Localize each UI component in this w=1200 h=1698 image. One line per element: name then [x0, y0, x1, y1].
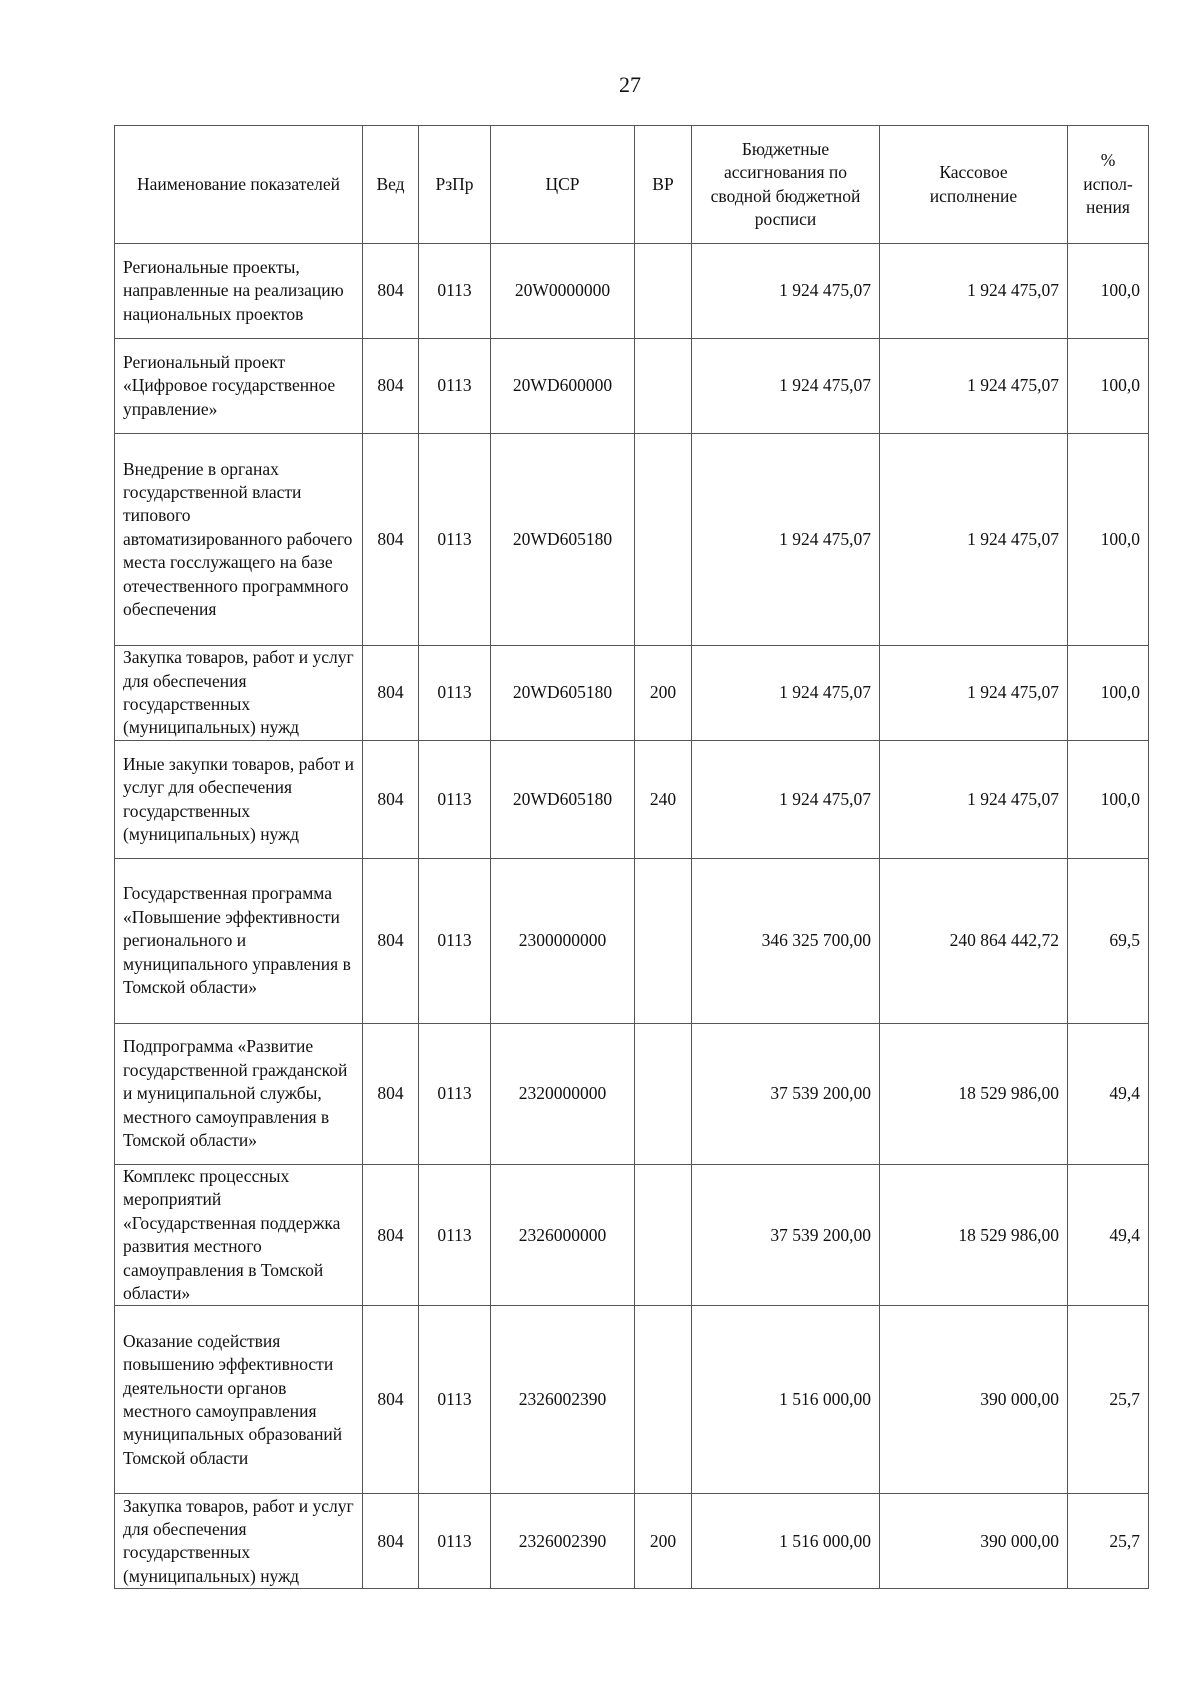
- row-rzpr: 0113: [419, 1306, 491, 1494]
- row-vr: [635, 339, 692, 434]
- row-name: Иные закупки товаров, работ и услуг для обеспечения государственных (муниципальных) нужд: [115, 741, 363, 859]
- row-budget: 1 516 000,00: [692, 1306, 880, 1494]
- row-rzpr: 0113: [419, 244, 491, 339]
- header-cash: Кассовое исполнение: [880, 126, 1068, 244]
- budget-execution-table: [114, 125, 1149, 1589]
- row-rzpr: 0113: [419, 339, 491, 434]
- row-cash: 390 000,00: [880, 1306, 1068, 1494]
- row-percent: 100,0: [1068, 339, 1149, 434]
- row-budget: 37 539 200,00: [692, 1165, 880, 1306]
- header-vr: ВР: [635, 126, 692, 244]
- row-ved: 804: [363, 646, 419, 741]
- row-percent: 69,5: [1068, 859, 1149, 1024]
- row-name: Внедрение в органах государственной власти типового автоматизированного рабочего места госслужащего на базе отечественного программного обеспечения: [115, 434, 363, 646]
- row-percent: 100,0: [1068, 741, 1149, 859]
- row-csr: 20WD605180: [491, 741, 635, 859]
- header-budget: Бюджетные ассигнования по сводной бюджетной росписи: [692, 126, 880, 244]
- table-row: [115, 1024, 1149, 1165]
- row-ved: 804: [363, 1165, 419, 1306]
- row-csr: 2326000000: [491, 1165, 635, 1306]
- row-ved: 804: [363, 244, 419, 339]
- table-row: [115, 434, 1149, 646]
- row-cash: 1 924 475,07: [880, 741, 1068, 859]
- row-name: Подпрограмма «Развитие государственной гражданской и муниципальной службы, местного самоуправления в Томской области»: [115, 1024, 363, 1165]
- table-header-row: [115, 126, 1149, 244]
- row-vr: [635, 1165, 692, 1306]
- row-vr: [635, 244, 692, 339]
- row-cash: 18 529 986,00: [880, 1165, 1068, 1306]
- row-ved: 804: [363, 859, 419, 1024]
- row-rzpr: 0113: [419, 859, 491, 1024]
- header-ved: Вед: [363, 126, 419, 244]
- row-vr: 240: [635, 741, 692, 859]
- table-row: [115, 859, 1149, 1024]
- table-row: [115, 741, 1149, 859]
- header-csr: ЦСР: [491, 126, 635, 244]
- row-vr: [635, 1306, 692, 1494]
- row-budget: 1 924 475,07: [692, 244, 880, 339]
- row-percent: 100,0: [1068, 244, 1149, 339]
- row-name: Государственная программа «Повышение эффективности регионального и муниципального управления в Томской области»: [115, 859, 363, 1024]
- header-rzpr: РзПр: [419, 126, 491, 244]
- header-percent: % испол-нения: [1068, 126, 1149, 244]
- row-ved: 804: [363, 741, 419, 859]
- row-budget: 1 516 000,00: [692, 1494, 880, 1589]
- table-row: [115, 1165, 1149, 1306]
- row-budget: 1 924 475,07: [692, 646, 880, 741]
- row-percent: 49,4: [1068, 1165, 1149, 1306]
- row-budget: 1 924 475,07: [692, 741, 880, 859]
- row-ved: 804: [363, 1306, 419, 1494]
- row-name: Закупка товаров, работ и услуг для обеспечения государственных (муниципальных) нужд: [115, 1494, 363, 1589]
- table-row: [115, 646, 1149, 741]
- row-cash: 1 924 475,07: [880, 339, 1068, 434]
- row-name: Региональный проект «Цифровое государственное управление»: [115, 339, 363, 434]
- row-ved: 804: [363, 1494, 419, 1589]
- row-percent: 100,0: [1068, 434, 1149, 646]
- row-csr: 2320000000: [491, 1024, 635, 1165]
- row-budget: 37 539 200,00: [692, 1024, 880, 1165]
- row-vr: [635, 859, 692, 1024]
- row-vr: [635, 1024, 692, 1165]
- row-name: Закупка товаров, работ и услуг для обеспечения государственных (муниципальных) нужд: [115, 646, 363, 741]
- row-budget: 1 924 475,07: [692, 339, 880, 434]
- table-row: [115, 1306, 1149, 1494]
- row-csr: 2326002390: [491, 1306, 635, 1494]
- row-cash: 18 529 986,00: [880, 1024, 1068, 1165]
- row-percent: 100,0: [1068, 646, 1149, 741]
- row-csr: 2300000000: [491, 859, 635, 1024]
- row-ved: 804: [363, 339, 419, 434]
- row-rzpr: 0113: [419, 1024, 491, 1165]
- table-row: [115, 1494, 1149, 1589]
- row-rzpr: 0113: [419, 741, 491, 859]
- row-cash: 1 924 475,07: [880, 434, 1068, 646]
- row-rzpr: 0113: [419, 434, 491, 646]
- row-percent: 49,4: [1068, 1024, 1149, 1165]
- row-percent: 25,7: [1068, 1494, 1149, 1589]
- row-name: Региональные проекты, направленные на реализацию национальных проектов: [115, 244, 363, 339]
- row-cash: 240 864 442,72: [880, 859, 1068, 1024]
- row-csr: 20WD600000: [491, 339, 635, 434]
- row-vr: [635, 434, 692, 646]
- header-name: Наименование показателей: [115, 126, 363, 244]
- row-ved: 804: [363, 434, 419, 646]
- row-cash: 1 924 475,07: [880, 646, 1068, 741]
- table-row: [115, 339, 1149, 434]
- row-csr: 20WD605180: [491, 646, 635, 741]
- row-vr: 200: [635, 1494, 692, 1589]
- table-row: [115, 244, 1149, 339]
- row-ved: 804: [363, 1024, 419, 1165]
- page-number: 27: [619, 72, 641, 97]
- row-rzpr: 0113: [419, 1165, 491, 1306]
- row-cash: 1 924 475,07: [880, 244, 1068, 339]
- row-cash: 390 000,00: [880, 1494, 1068, 1589]
- row-csr: 20WD605180: [491, 434, 635, 646]
- row-rzpr: 0113: [419, 1494, 491, 1589]
- row-budget: 346 325 700,00: [692, 859, 880, 1024]
- row-csr: 2326002390: [491, 1494, 635, 1589]
- row-percent: 25,7: [1068, 1306, 1149, 1494]
- row-csr: 20W0000000: [491, 244, 635, 339]
- row-name: Оказание содействия повышению эффективности деятельности органов местного самоуправления муниципальных образований Томской области: [115, 1306, 363, 1494]
- row-vr: 200: [635, 646, 692, 741]
- row-budget: 1 924 475,07: [692, 434, 880, 646]
- row-rzpr: 0113: [419, 646, 491, 741]
- row-name: Комплекс процессных мероприятий «Государственная поддержка развития местного самоуправления в Томской области»: [115, 1165, 363, 1306]
